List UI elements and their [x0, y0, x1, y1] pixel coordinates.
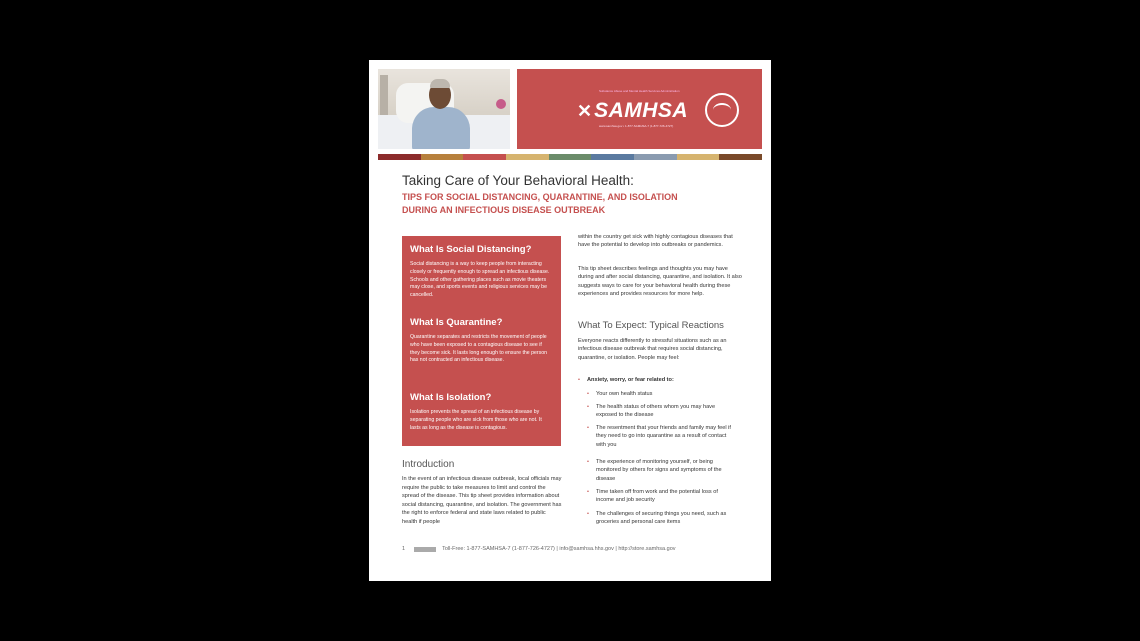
subtitle-line-2: DURING AN INFECTIOUS DISEASE OUTBREAK [402, 205, 606, 215]
document-subtitle [402, 191, 742, 217]
bullet-icon: • [587, 511, 589, 517]
bullet-icon: • [587, 459, 589, 465]
bullet-icon: • [587, 425, 589, 431]
col2-paragraph-3: Everyone reacts differently to stressful situations such as an infectious disease outbreak that requires social distancing, quarantine, or isolation. People may feel: [578, 338, 727, 361]
isolation-heading: What Is Isolation? [410, 392, 492, 403]
samhsa-logo [577, 89, 689, 128]
footer-bar [414, 547, 436, 552]
bullet-icon: • [587, 404, 589, 410]
social-distancing-text: Social distancing is a way to keep people from interacting closely or frequently enough to spread an infectious disease. Schools and other gathering places such as movie theaters may close, and sports events and religious services may be cancelled. [410, 261, 550, 299]
quarantine-text: Quarantine separates and restricts the movement of people who have been exposed to a contagious disease to see if they become sick. It lasts long enough to ensure the person has not contracted an infectious disease. [410, 334, 547, 364]
sub-bullet-text: The experience of monitoring yourself, or being monitored by others for signs and symptoms of the disease [596, 459, 722, 482]
col2-paragraph-2: This tip sheet describes feelings and thoughts you may have during and after social distancing, quarantine, and isolation. It also suggests ways to care for your behavioral health during these experiences and provides resources for more help. [578, 266, 742, 297]
page-number: 1 [402, 546, 406, 552]
logo-subline: www.samhsa.gov • 1-877-SAMHSA-7 (1-877-726-4727) [599, 124, 674, 128]
footer-contact: Toll-Free: 1-877-SAMHSA-7 (1-877-726-4727) | info@samhsa.hhs.gov | http://store.samhsa.gov [442, 546, 676, 552]
introduction-heading: Introduction [402, 459, 455, 470]
sub-bullet-text: The health status of others whom you may have exposed to the disease [596, 404, 716, 419]
sub-bullet-text: The resentment that your friends and family may feel if they need to go into quarantine as a result of contact with you [596, 425, 731, 448]
col2-paragraph-1: within the country get sick with highly contagious diseases that have the potential to develop into outbreaks or pandemics. [578, 234, 733, 249]
anxiety-bullet-text: Anxiety, worry, or fear related to: [587, 377, 674, 383]
bullet-icon: • [587, 391, 589, 397]
quarantine-heading: What Is Quarantine? [410, 317, 503, 328]
logo-text: SAMHSA [594, 99, 689, 122]
patient-photo [378, 69, 510, 149]
bullet-icon: • [587, 489, 589, 495]
sub-bullet-text: Time taken off from work and the potential loss of income and job security [596, 489, 718, 504]
definitions-box [402, 236, 561, 446]
document-page [369, 60, 771, 581]
social-distancing-heading: What Is Social Distancing? [410, 244, 532, 255]
document-title: Taking Care of Your Behavioral Health: [402, 173, 634, 188]
subtitle-line-1: TIPS FOR SOCIAL DISTANCING, QUARANTINE, AND ISOLATION [402, 192, 678, 202]
sub-bullet-text: Your own health status [596, 391, 653, 397]
introduction-text: In the event of an infectious disease outbreak, local officials may require the public to take measures to limit and control the spread of the disease. This tip sheet provides information about social distancing, quarantine, and isolation. The government has the right to enforce federal and state laws related to public health if people [402, 476, 562, 525]
color-stripe [378, 154, 762, 160]
bullet-icon: • [578, 377, 580, 383]
logo-tagline: Substance Abuse and Mental Health Services Administration [599, 89, 680, 93]
typical-reactions-heading: What To Expect: Typical Reactions [578, 320, 724, 331]
page-footer [402, 546, 676, 552]
sub-bullet-text: The challenges of securing things you need, such as groceries and personal care items [596, 511, 727, 526]
hhs-seal-icon [705, 93, 739, 127]
samhsa-banner [517, 69, 762, 149]
person-figure-icon: ✕ [577, 100, 593, 121]
isolation-text: Isolation prevents the spread of an infectious disease by separating people who are sick from those who are not. It lasts as long as the disease is contagious. [410, 409, 542, 431]
